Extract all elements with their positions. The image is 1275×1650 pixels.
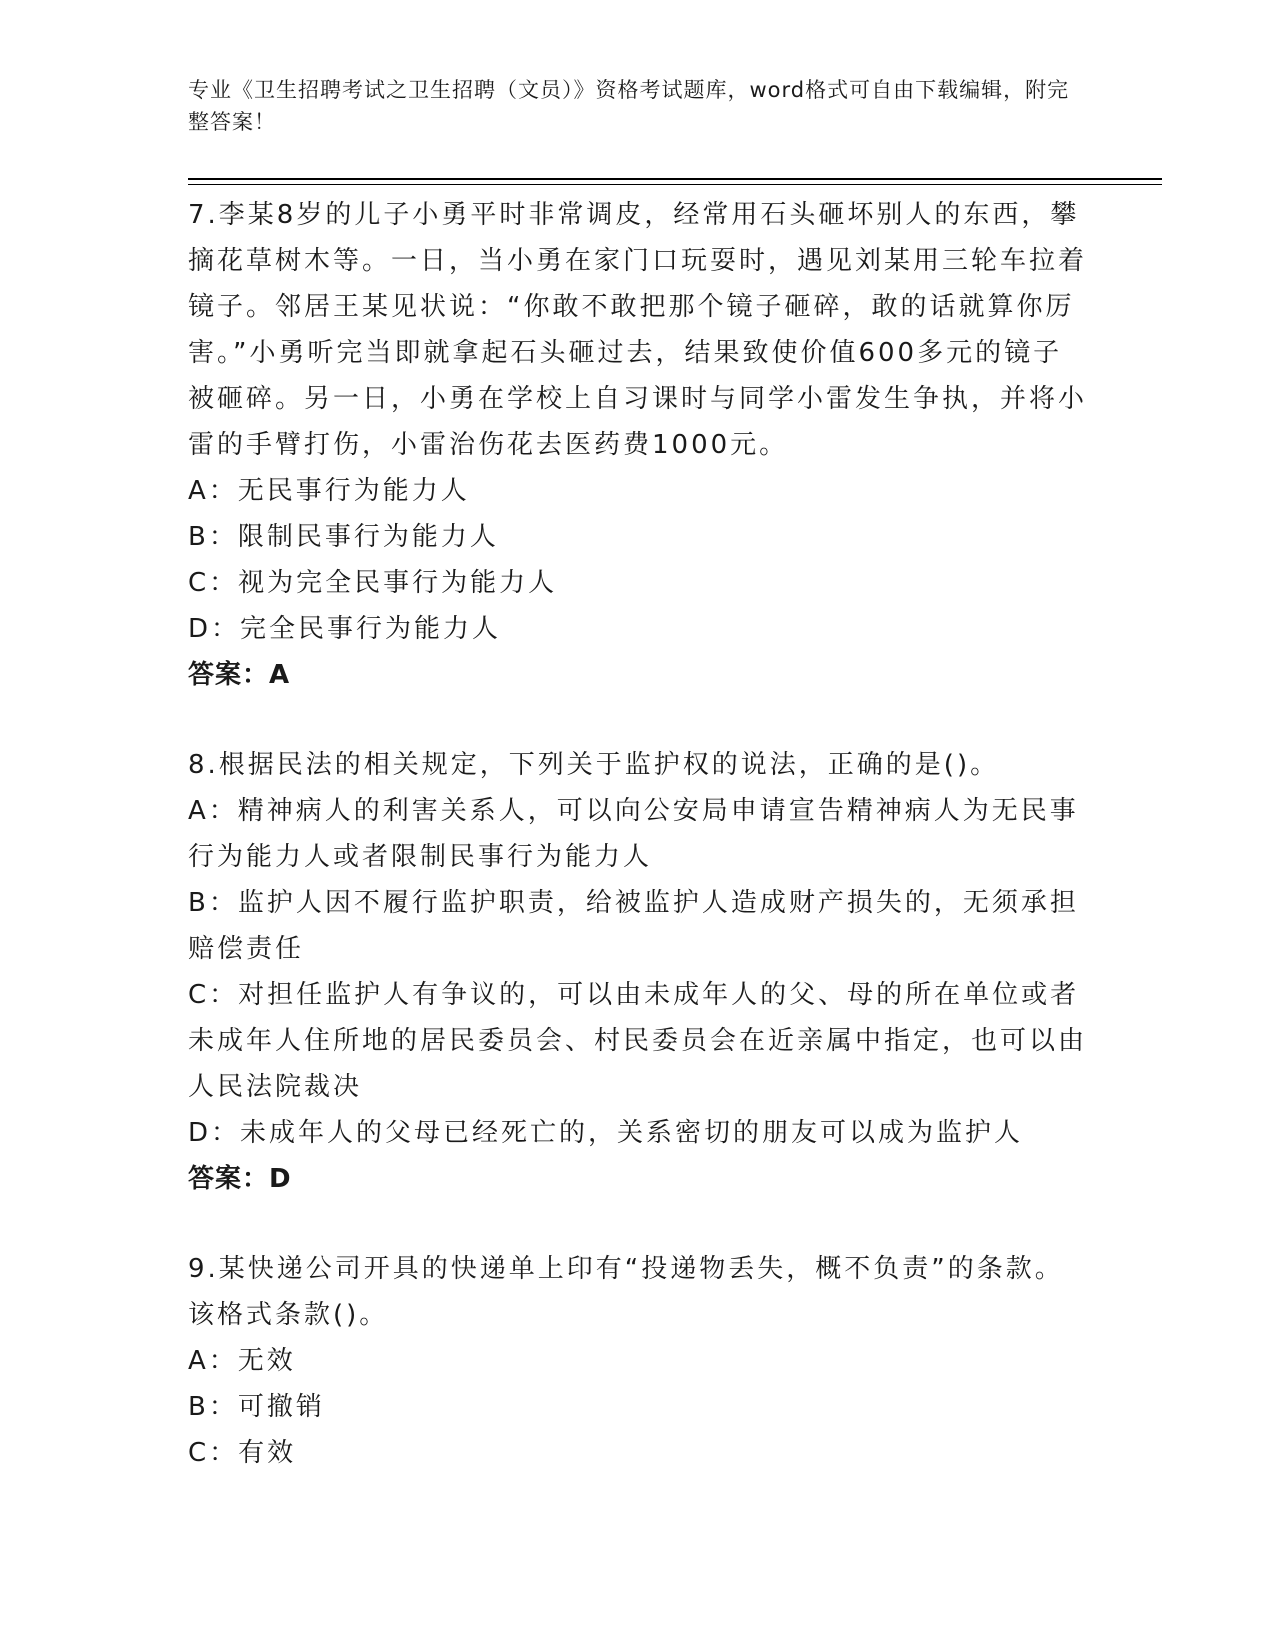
question-spacer bbox=[188, 1202, 1088, 1246]
document-header: 专业《卫生招聘考试之卫生招聘（文员）》资格考试题库，word格式可自由下载编辑，附完整答案！ bbox=[188, 78, 1070, 134]
answer-label: 答案：A bbox=[188, 660, 291, 690]
option-c: C：对担任监护人有争议的，可以由未成年人的父、母的所在单位或者未成年人住所地的居民委员会、村民委员会在近亲属中指定，也可以由人民法院裁决 bbox=[188, 980, 1088, 1102]
option-c: C：有效 bbox=[188, 1438, 297, 1468]
header-divider-thin bbox=[188, 184, 1162, 185]
option-d: D：完全民事行为能力人 bbox=[188, 614, 502, 644]
question-text: 9.某快递公司开具的快递单上印有“投递物丢失，概不负责”的条款。该格式条款()。 bbox=[188, 1254, 1064, 1330]
option-c: C：视为完全民事行为能力人 bbox=[188, 568, 558, 598]
option-a: A：精神病人的利害关系人，可以向公安局申请宣告精神病人为无民事行为能力人或者限制民事行为能力人 bbox=[188, 796, 1079, 872]
question-text: 8.根据民法的相关规定，下列关于监护权的说法，正确的是()。 bbox=[188, 750, 1000, 780]
question-9 bbox=[188, 1246, 1088, 1476]
question-list bbox=[188, 192, 1088, 1476]
answer-label: 答案：D bbox=[188, 1164, 292, 1194]
question-8 bbox=[188, 742, 1088, 1202]
question-7 bbox=[188, 192, 1088, 698]
option-d: D：未成年人的父母已经死亡的，关系密切的朋友可以成为监护人 bbox=[188, 1118, 1024, 1148]
option-a: A：无民事行为能力人 bbox=[188, 476, 470, 506]
question-spacer bbox=[188, 698, 1088, 742]
option-b: B：监护人因不履行监护职责，给被监护人造成财产损失的，无须承担赔偿责任 bbox=[188, 888, 1079, 964]
question-text: 7.李某8岁的儿子小勇平时非常调皮，经常用石头砸坏别人的东西，攀摘花草树木等。一日，当小勇在家门口玩耍时，遇见刘某用三轮车拉着镜子。邻居王某见状说：“你敢不敢把那个镜子砸碎，敢的话就算你厉害。”小勇听完当即就拿起石头砸过去，结果致使价值600多元的镜子被砸碎。另一日，小勇在学校上自习课时与同学小雷发生争执，并将小雷的手臂打伤，小雷治伤花去医药费1000元。 bbox=[188, 200, 1088, 460]
option-b: B：限制民事行为能力人 bbox=[188, 522, 499, 552]
option-a: A：无效 bbox=[188, 1346, 296, 1376]
header-divider-thick bbox=[188, 178, 1162, 180]
option-b: B：可撤销 bbox=[188, 1392, 325, 1422]
